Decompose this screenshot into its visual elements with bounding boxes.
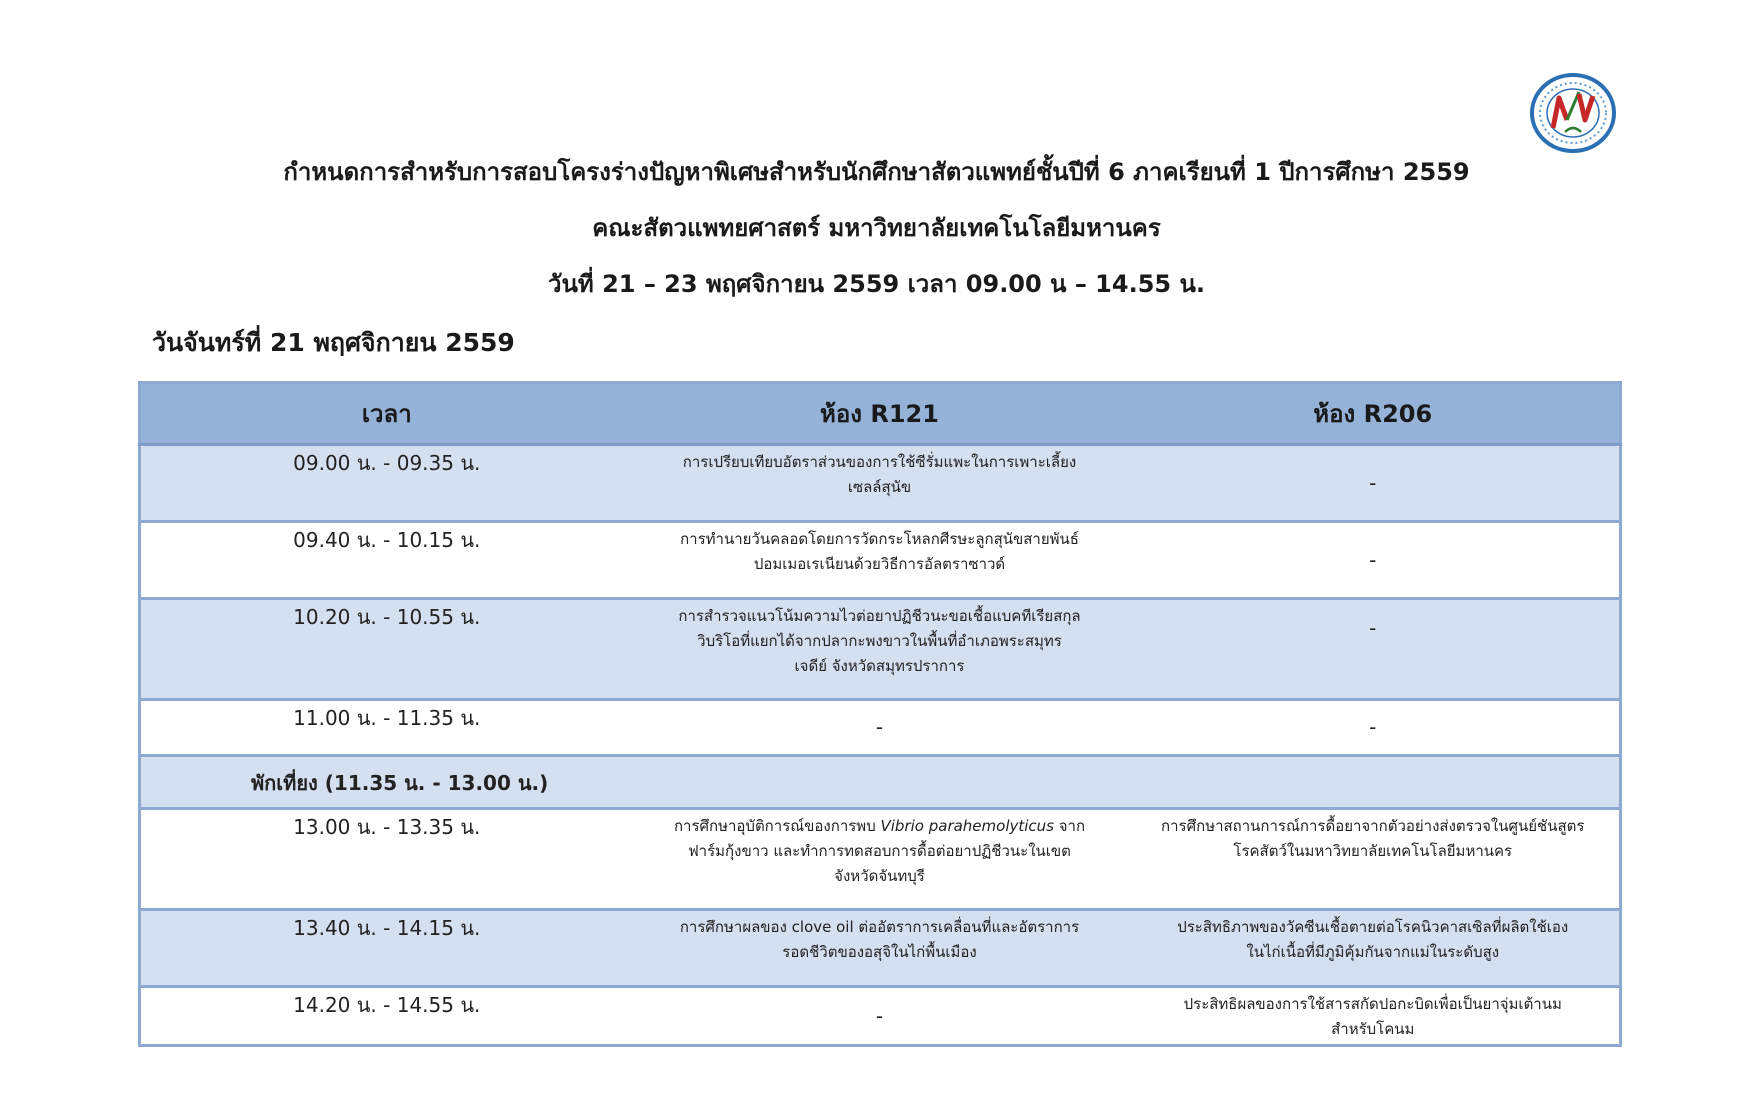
topic-line: รอดชีวิตของอสุจิในไก่พื้นเมือง [782, 943, 977, 961]
lunch-break-label: พักเที่ยง (11.35 น. - 13.00 น.) [140, 756, 1621, 809]
topic-line: จังหวัดจันทบุรี [834, 867, 925, 885]
title-line-3: วันที่ 21 – 23 พฤศจิกายน 2559 เวลา 09.00 น – 14.55 น. [548, 270, 1205, 298]
topic-line: สำหรับโคนม [1331, 1020, 1415, 1038]
time-cell: 10.20 น. - 10.55 น. [140, 599, 633, 700]
topic-line [643, 814, 1117, 839]
topic-cell-r121 [633, 910, 1127, 987]
table-row [140, 700, 1621, 756]
header-room-r121: ห้อง R121 [633, 383, 1127, 445]
topic-line: การศึกษาผลของ clove oil ต่ออัตราการเคลื่อนที่และอัตราการ [679, 918, 1080, 936]
topic-line: เจดีย์ จังหวัดสมุทรปราการ [794, 657, 965, 675]
table-row [140, 522, 1621, 599]
topic-line: ในไก่เนื้อที่มีภูมิคุ้มกันจากแม่ในระดับสูง [1246, 943, 1500, 961]
title-line-1: กำหนดการสำหรับการสอบโครงร่างปัญหาพิเศษสำหรับนักศึกษาสัตวแพทย์ชั้นปีที่ 6 ภาคเรียนที่ 1 ปีการศึกษา 2559 [283, 158, 1470, 186]
topic-line: การศึกษาสถานการณ์การดื้อยาจากตัวอย่างส่งตรวจในศูนย์ชันสูตร [1161, 817, 1585, 835]
topic-cell-r206 [1127, 910, 1621, 987]
topic-line: การเปรียบเทียบอัตราส่วนของการใช้ซีรั่มแพะในการเพาะเลี้ยง [682, 453, 1077, 471]
topic-line: การสำรวจแนวโน้มความไวต่อยาปฏิชีวนะขอเชื้อแบคทีเรียสกุล [678, 607, 1081, 625]
document-title-block [0, 156, 1753, 324]
topic-cell-r206 [1127, 809, 1621, 910]
topic-cell-r121 [633, 522, 1127, 599]
topic-line: การทำนายวันคลอดโดยการวัดกระโหลกศีรษะลูกสุนัขสายพันธ์ [680, 530, 1079, 548]
time-cell: 11.00 น. - 11.35 น. [140, 700, 633, 756]
empty-cell-r121: - [633, 987, 1127, 1046]
time-cell: 09.40 น. - 10.15 น. [140, 522, 633, 599]
topic-line: วิบริโอที่แยกได้จากปลากะพงขาวในพื้นที่อำเภอพระสมุทร [697, 632, 1062, 650]
topic-cell-r121 [633, 599, 1127, 700]
faculty-seal-icon [1529, 72, 1617, 154]
title-line-2: คณะสัตวแพทยศาสตร์ มหาวิทยาลัยเทคโนโลยีมหานคร [592, 214, 1161, 242]
time-cell: 09.00 น. - 09.35 น. [140, 445, 633, 522]
day-heading: วันจันทร์ที่ 21 พฤศจิกายน 2559 [152, 328, 515, 357]
empty-cell-r206: - [1127, 522, 1621, 599]
topic-cell-r121 [633, 445, 1127, 522]
table-row [140, 910, 1621, 987]
empty-cell-r121: - [633, 700, 1127, 756]
lunch-break-row [140, 756, 1621, 809]
time-cell: 14.20 น. - 14.55 น. [140, 987, 633, 1046]
topic-line: โรคสัตว์ในมหาวิทยาลัยเทคโนโลยีมหานคร [1233, 842, 1513, 860]
topic-cell-r121 [633, 809, 1127, 910]
faculty-logo [1529, 72, 1617, 154]
species-name: Vibrio parahemolyticus [880, 817, 1054, 835]
table-row [140, 445, 1621, 522]
topic-line: เซลล์สุนัข [847, 478, 912, 496]
table-row [140, 809, 1621, 910]
time-cell: 13.00 น. - 13.35 น. [140, 809, 633, 910]
header-time: เวลา [140, 383, 633, 445]
topic-text: จาก [1054, 817, 1086, 835]
empty-cell-r206: - [1127, 445, 1621, 522]
table-row [140, 599, 1621, 700]
empty-cell-r206: - [1127, 599, 1621, 700]
schedule-table [138, 381, 1622, 1047]
topic-line: ปอมเมอเรเนียนด้วยวิธีการอัลตราซาวด์ [753, 555, 1006, 573]
topic-line: ฟาร์มกุ้งขาว และทำการทดสอบการดื้อต่อยาปฏิชีวนะในเขต [688, 842, 1071, 860]
header-room-r206: ห้อง R206 [1127, 383, 1621, 445]
topic-line: ประสิทธิภาพของวัคซีนเชื้อตายต่อโรคนิวคาสเซิลที่ผลิตใช้เอง [1177, 918, 1569, 936]
table-row [140, 987, 1621, 1046]
topic-cell-r206 [1127, 987, 1621, 1046]
empty-cell-r206: - [1127, 700, 1621, 756]
topic-text: การศึกษาอุบัติการณ์ของการพบ [673, 817, 881, 835]
topic-line: ประสิทธิผลของการใช้สารสกัดปอกะบิดเพื่อเป็นยาจุ่มเต้านม [1183, 995, 1562, 1013]
table-header-row [140, 383, 1621, 445]
time-cell: 13.40 น. - 14.15 น. [140, 910, 633, 987]
